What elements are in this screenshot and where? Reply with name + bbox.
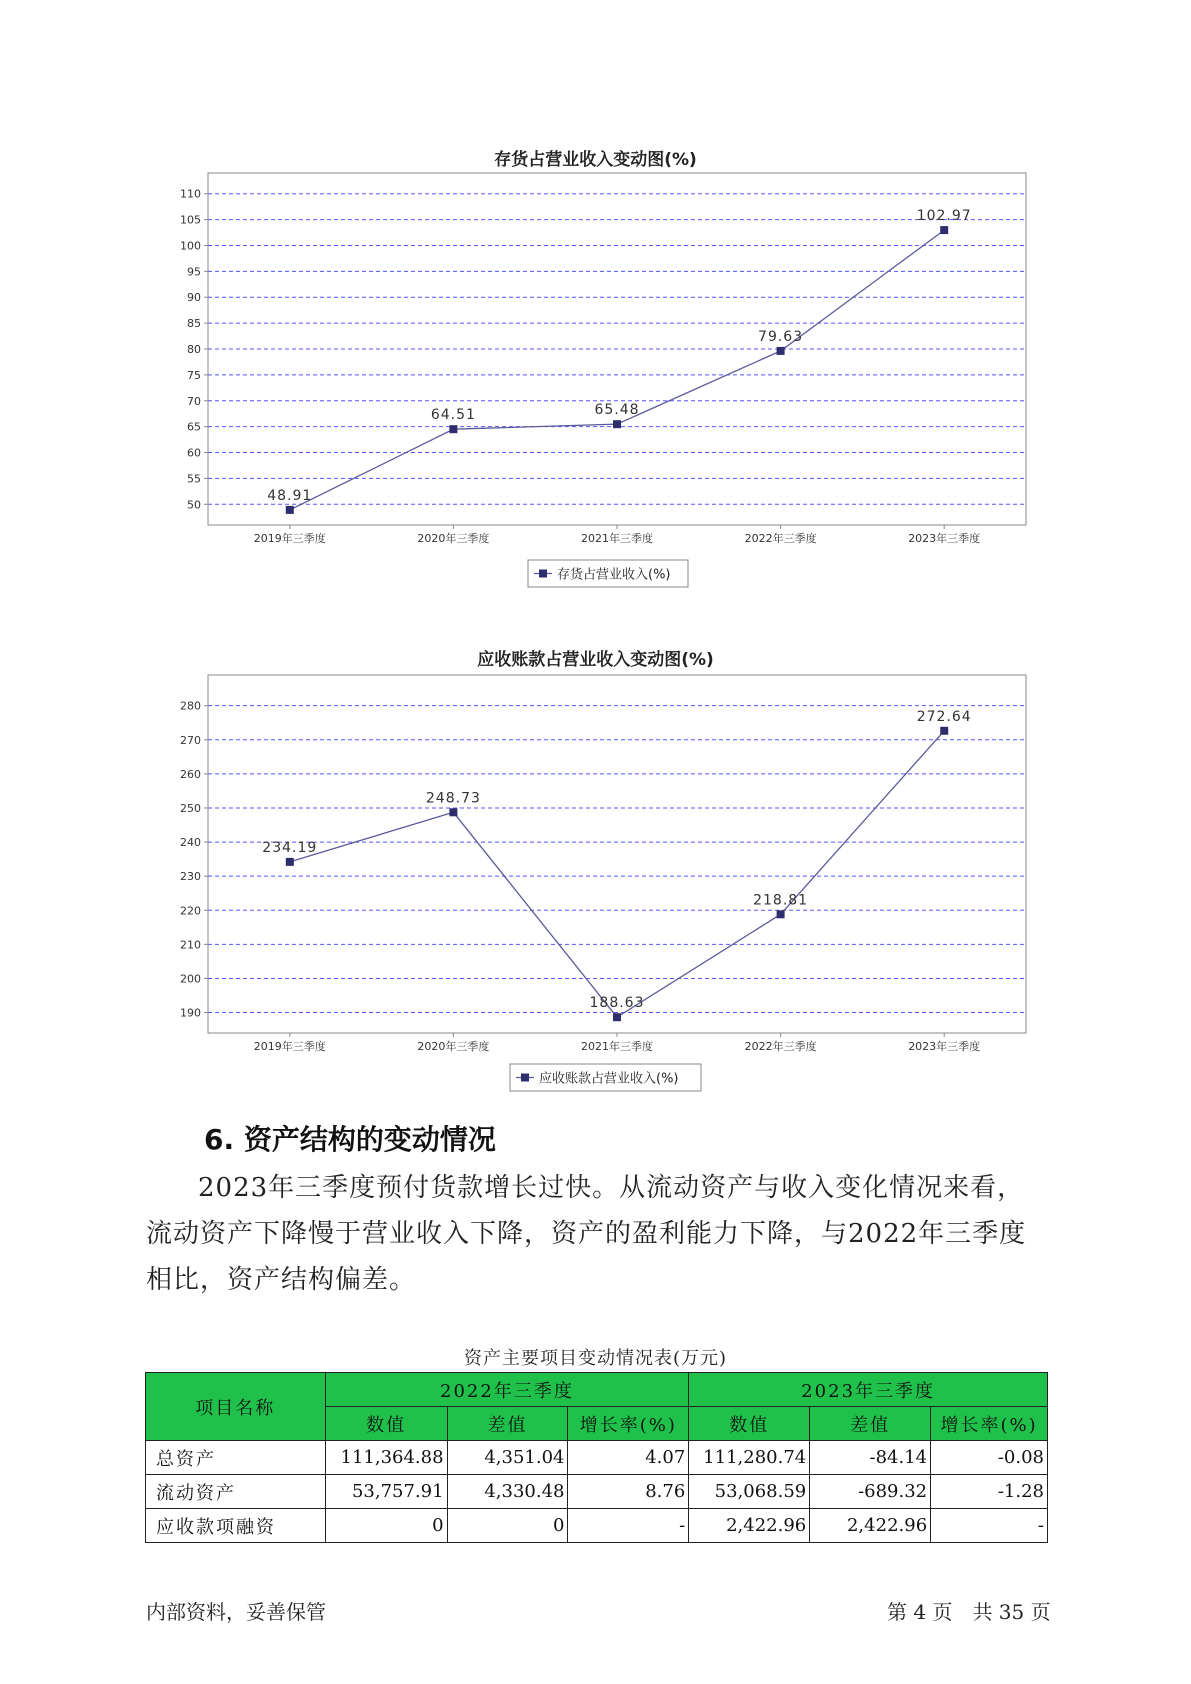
y-tick-label: 220: [180, 904, 201, 918]
y-tick-label: 60: [187, 446, 201, 460]
row-label: 应收款项融资: [146, 1509, 326, 1543]
cell-value: 0: [325, 1509, 447, 1543]
y-tick-label: 210: [180, 938, 201, 952]
section-heading: 6. 资产结构的变动情况: [204, 1123, 496, 1156]
cell-rate: 4.07: [568, 1441, 689, 1475]
header-rate-2: 增长率(%): [931, 1407, 1048, 1441]
data-label: 234.19: [262, 839, 318, 856]
y-tick-label: 95: [187, 265, 201, 279]
y-tick-label: 190: [180, 1006, 201, 1020]
data-label: 218.81: [753, 892, 809, 909]
y-tick-label: 250: [180, 801, 201, 815]
cell-diff: 2,422.96: [810, 1509, 931, 1543]
data-label: 79.63: [758, 328, 804, 345]
data-label: 48.91: [267, 487, 313, 504]
cell-value: 53,757.91: [325, 1475, 447, 1509]
y-tick-label: 50: [187, 498, 201, 512]
data-label: 272.64: [916, 708, 972, 725]
cell-rate: -: [931, 1509, 1048, 1543]
x-tick-label: 2019年三季度: [253, 1040, 326, 1053]
table-caption: 资产主要项目变动情况表(万元): [463, 1348, 728, 1369]
section-paragraph: [146, 1165, 1046, 1303]
cell-value: 2,422.96: [689, 1509, 810, 1543]
asset-table: [145, 1372, 1048, 1543]
y-tick-label: 260: [180, 767, 201, 781]
y-tick-label: 85: [187, 317, 201, 331]
header-value-1: 数值: [325, 1407, 447, 1441]
plot-area: [208, 675, 1026, 1033]
x-tick-label: 2022年三季度: [744, 1040, 817, 1053]
y-tick-label: 55: [187, 472, 201, 486]
footer-left: 内部资料，妥善保管: [146, 1600, 326, 1624]
receivables-chart-title: 应收账款占营业收入变动图(%): [477, 650, 714, 670]
data-point: [613, 1013, 621, 1021]
paragraph-text: 2023年三季度预付货款增长过快。从流动资产与收入变化情况来看，流动资产下降慢于营业收入下降，资产的盈利能力下降，与2022年三季度相比，资产结构偏差。: [146, 1173, 1027, 1295]
row-label: 流动资产: [146, 1475, 326, 1509]
legend-marker: [521, 1074, 529, 1082]
y-tick-label: 110: [180, 187, 201, 201]
header-diff-2: 差值: [810, 1407, 931, 1441]
y-tick-label: 80: [187, 343, 201, 356]
y-tick-label: 70: [187, 394, 201, 408]
x-tick-label: 2020年三季度: [417, 532, 490, 545]
data-point: [777, 910, 785, 918]
y-tick-label: 90: [187, 291, 201, 305]
x-tick-label: 2022年三季度: [744, 532, 817, 545]
y-tick-label: 65: [187, 420, 201, 434]
table-row: [146, 1441, 1048, 1475]
data-point: [940, 727, 948, 735]
header-value-2: 数值: [689, 1407, 810, 1441]
table-row: [146, 1475, 1048, 1509]
cell-rate: -0.08: [931, 1441, 1048, 1475]
y-tick-label: 100: [180, 239, 201, 253]
x-tick-label: 2021年三季度: [581, 1040, 653, 1053]
y-tick-label: 230: [180, 870, 201, 884]
cell-diff: 4,351.04: [447, 1441, 568, 1475]
data-label: 65.48: [594, 402, 640, 419]
x-tick-label: 2019年三季度: [253, 532, 326, 545]
y-tick-label: 270: [180, 733, 201, 747]
footer-page-number: 第 4 页 共 35 页: [887, 1600, 1051, 1624]
cell-diff: 4,330.48: [447, 1475, 568, 1509]
cell-value: 53,068.59: [689, 1475, 810, 1509]
cell-value: 111,280.74: [689, 1441, 810, 1475]
inventory-chart-title: 存货占营业收入变动图(%): [494, 150, 697, 170]
y-tick-label: 240: [180, 836, 201, 850]
data-label: 248.73: [425, 790, 481, 807]
cell-diff: -84.14: [810, 1441, 931, 1475]
data-point: [449, 808, 457, 816]
header-rate-1: 增长率(%): [568, 1407, 689, 1441]
data-label: 102.97: [916, 208, 972, 225]
y-tick-label: 280: [180, 699, 201, 713]
y-tick-label: 75: [187, 368, 201, 382]
x-tick-label: 2020年三季度: [417, 1040, 490, 1053]
legend-label: 应收账款占营业收入(%): [539, 1071, 679, 1087]
x-tick-label: 2023年三季度: [908, 1040, 981, 1053]
x-tick-label: 2023年三季度: [908, 532, 981, 545]
y-tick-label: 200: [180, 972, 201, 986]
cell-rate: 8.76: [568, 1475, 689, 1509]
row-label: 总资产: [146, 1441, 326, 1475]
table-row: [146, 1509, 1048, 1543]
y-tick-label: 105: [180, 213, 201, 227]
cell-diff: -689.32: [810, 1475, 931, 1509]
x-tick-label: 2021年三季度: [581, 532, 653, 545]
data-point: [286, 858, 294, 866]
header-period-2: 2023年三季度: [689, 1373, 1048, 1407]
cell-value: 111,364.88: [325, 1441, 447, 1475]
header-period-1: 2022年三季度: [325, 1373, 689, 1407]
header-item-name: 项目名称: [146, 1373, 326, 1441]
legend-label: 存货占营业收入(%): [557, 567, 671, 583]
table-header-row: [146, 1373, 1048, 1407]
data-label: 188.63: [589, 995, 645, 1012]
cell-diff: 0: [447, 1509, 568, 1543]
data-label: 64.51: [430, 407, 476, 424]
cell-rate: -: [568, 1509, 689, 1543]
header-diff-1: 差值: [447, 1407, 568, 1441]
cell-rate: -1.28: [931, 1475, 1048, 1509]
